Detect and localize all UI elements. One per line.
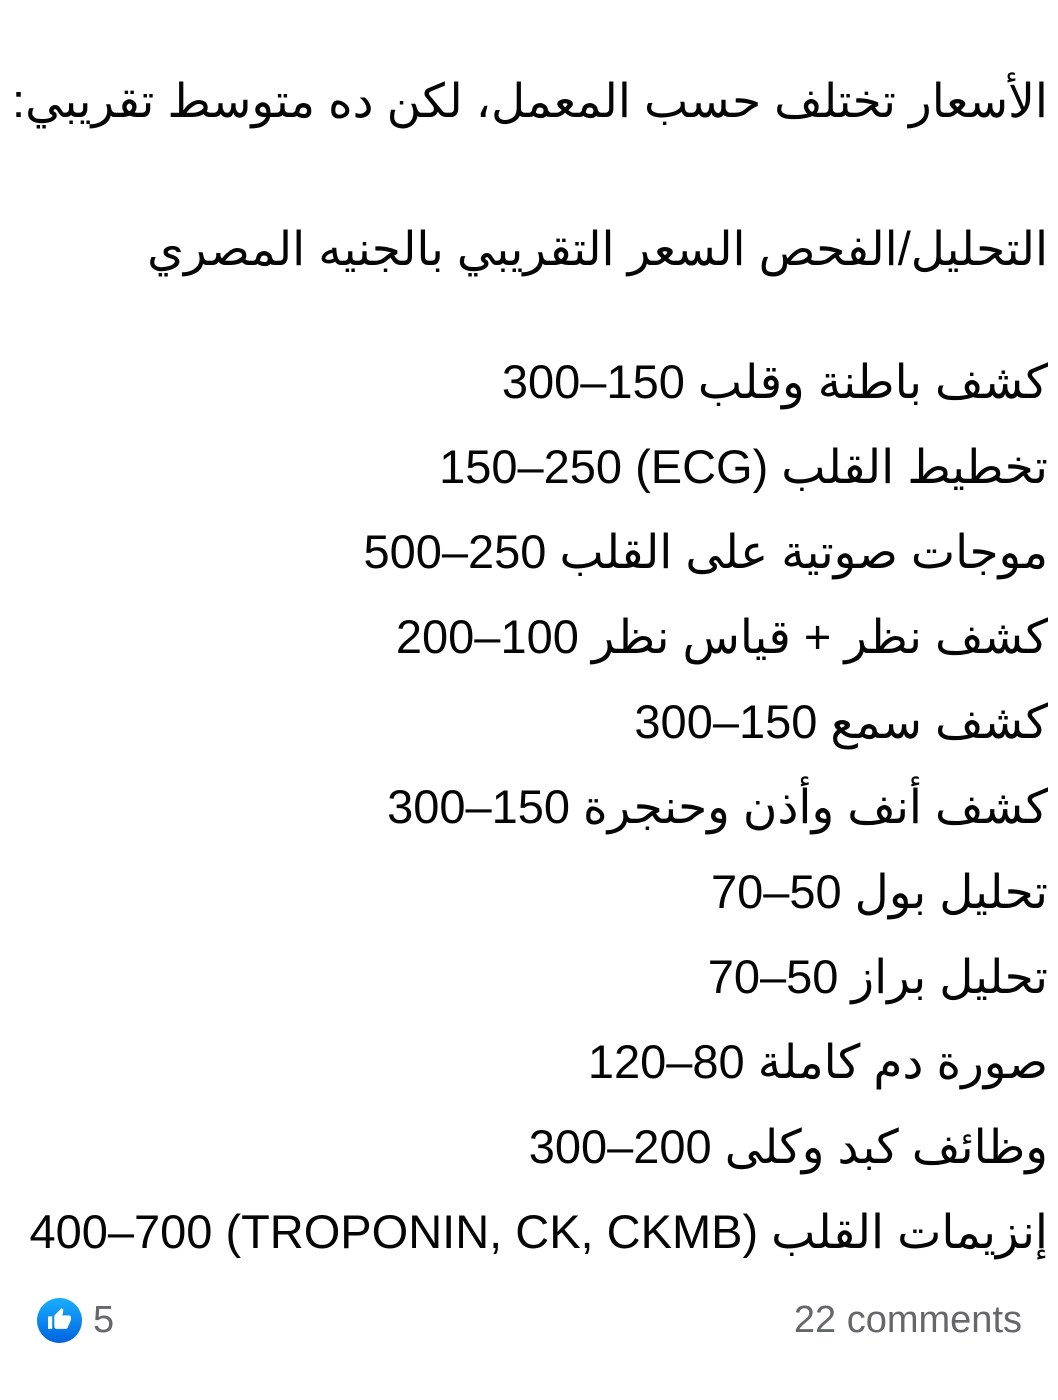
price-range: 70–50 xyxy=(710,865,842,918)
test-label: صورة دم كاملة xyxy=(757,1035,1048,1088)
price-list-item xyxy=(0,764,1048,849)
price-range: 500–250 xyxy=(363,525,547,578)
post-engagement-bar xyxy=(0,1298,1058,1343)
comments-count[interactable]: 22 comments xyxy=(793,1299,1022,1341)
price-list-item xyxy=(0,1104,1048,1189)
price-list-item xyxy=(0,849,1048,934)
test-label: كشف سمع xyxy=(830,695,1048,748)
test-label: إنزيمات القلب (TROPONIN, CK, CKMB) xyxy=(225,1205,1048,1258)
price-range: 70–50 xyxy=(707,950,839,1003)
price-list-item xyxy=(0,1189,1048,1274)
test-label: وظائف كبد وكلى xyxy=(724,1120,1048,1173)
reaction-count: 5 xyxy=(93,1299,115,1341)
price-range: 300–150 xyxy=(501,355,685,408)
price-list-header: التحليل/الفحص السعر التقريبي بالجنيه المصري xyxy=(147,222,1048,275)
reactions-summary[interactable] xyxy=(37,1298,114,1343)
like-thumbs-up-icon xyxy=(37,1298,82,1343)
price-range: 300–150 xyxy=(634,695,818,748)
test-label: كشف أنف وأذن وحنجرة xyxy=(583,780,1048,833)
test-label: كشف نظر + قياس نظر xyxy=(591,610,1048,663)
price-list-item xyxy=(0,934,1048,1019)
price-range: 120–80 xyxy=(587,1035,745,1088)
post-intro-text: الأسعار تختلف حسب المعمل، لكن ده متوسط تقريبي: xyxy=(12,74,1048,127)
price-list-item xyxy=(0,594,1048,679)
test-label: موجات صوتية على القلب xyxy=(559,525,1048,578)
price-list-item xyxy=(0,509,1048,594)
price-range: 200–100 xyxy=(395,610,579,663)
test-label: تحليل براز xyxy=(851,950,1048,1003)
test-label: كشف باطنة وقلب xyxy=(697,355,1048,408)
price-list-item xyxy=(0,339,1048,424)
price-list-item xyxy=(0,1019,1048,1104)
price-range: 300–150 xyxy=(387,780,571,833)
price-list-item xyxy=(0,424,1048,509)
price-list-item xyxy=(0,679,1048,764)
price-range: 300–200 xyxy=(528,1120,712,1173)
price-list xyxy=(0,339,1048,1274)
price-range: 400–700 xyxy=(29,1205,213,1258)
price-range: 150–250 xyxy=(439,440,623,493)
test-label: تحليل بول xyxy=(854,865,1048,918)
test-label: تخطيط القلب (ECG) xyxy=(635,440,1048,493)
